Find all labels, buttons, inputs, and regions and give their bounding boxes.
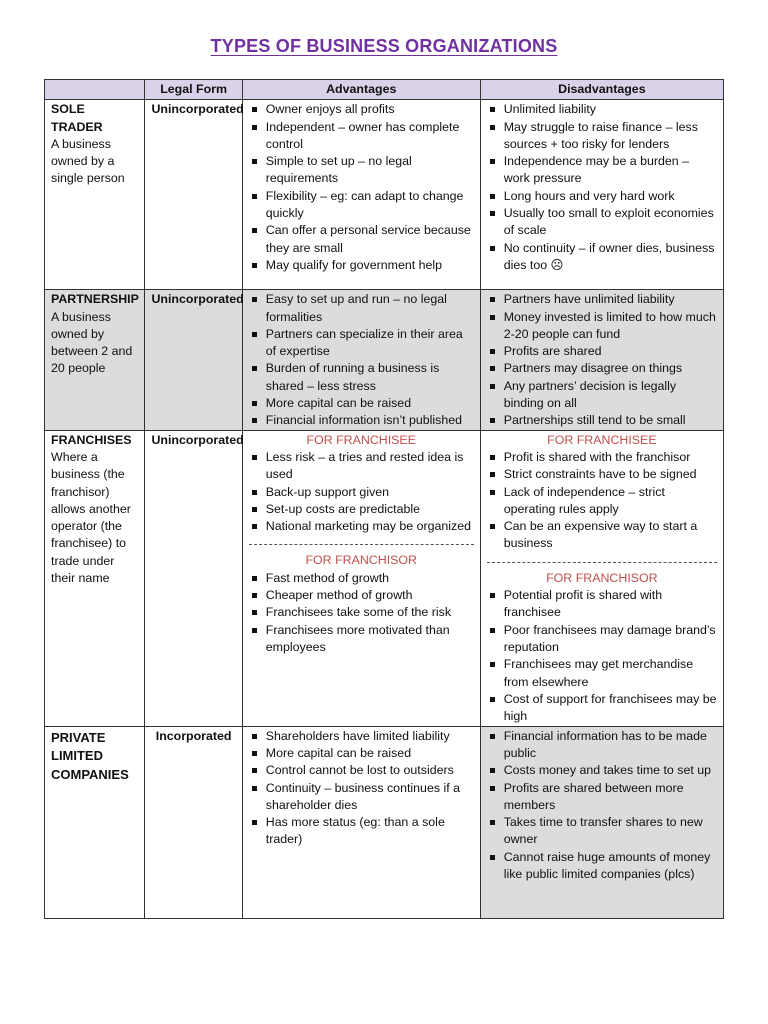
- list-item: Cannot raise huge amounts of money like public limited companies (plcs): [487, 849, 717, 884]
- list-item: Franchisees may get merchandise from elsewhere: [487, 656, 717, 691]
- list-item: National marketing may be organized: [249, 518, 474, 535]
- legal-form-cell: [145, 726, 242, 918]
- franchisee-subheading: FOR FRANCHISEE: [306, 432, 416, 447]
- list-item: Profit is shared with the franchisor: [487, 449, 717, 466]
- disadvantages-cell: [480, 100, 723, 290]
- org-description: A business owned by between 2 and 20 people: [51, 309, 133, 376]
- org-cell: [45, 290, 145, 430]
- disadvantages-list: [487, 728, 717, 884]
- list-item: Flexibility – eg: can adapt to change quickly: [249, 188, 474, 223]
- list-item: May qualify for government help: [249, 257, 474, 274]
- org-description: A business owned by a single person: [51, 136, 125, 186]
- franchisor-disadvantages-list: [487, 587, 717, 725]
- list-item: Profits are shared: [487, 343, 717, 360]
- list-item: No continuity – if owner dies, business dies too ☹: [487, 240, 717, 275]
- advantages-cell: [242, 100, 480, 290]
- disadvantages-list: [487, 101, 717, 274]
- list-item: Cheaper method of growth: [249, 587, 474, 604]
- list-item: Independence may be a burden – work pressure: [487, 153, 717, 188]
- legal-form: Unincorporated: [151, 292, 244, 307]
- franchisee-advantages-list: [249, 449, 474, 535]
- org-cell: [45, 430, 145, 726]
- list-item: Strict constraints have to be signed: [487, 466, 717, 483]
- business-types-table: [44, 79, 724, 919]
- legal-form-cell: [145, 430, 242, 726]
- header-legal-form: Legal Form: [145, 80, 242, 100]
- list-item: Control cannot be lost to outsiders: [249, 762, 474, 779]
- list-item: Financial information isn’t published: [249, 412, 474, 429]
- org-name: FRANCHISES: [51, 432, 132, 447]
- list-item: Has more status (eg: than a sole trader): [249, 814, 474, 849]
- list-item: Partners can specialize in their area of expertise: [249, 326, 474, 361]
- advantages-cell: [242, 726, 480, 918]
- org-description: Where a business (the franchisor) allows another operator (the franchisee) to trade under their name: [51, 449, 131, 586]
- advantages-list: [249, 728, 474, 849]
- list-item: Burden of running a business is shared – less stress: [249, 360, 474, 395]
- table-row-private-limited-companies: [45, 726, 724, 918]
- franchisor-subheading: FOR FRANCHISOR: [305, 553, 417, 568]
- disadvantages-cell: [480, 726, 723, 918]
- list-item: Money invested is limited to how much 2-20 people can fund: [487, 309, 717, 344]
- disadvantages-cell: [480, 430, 723, 726]
- dashed-divider: [487, 562, 717, 563]
- advantages-cell: [242, 430, 480, 726]
- list-item: Partners may disagree on things: [487, 360, 717, 377]
- table-header-row: [45, 80, 724, 100]
- list-item: Can offer a personal service because they are small: [249, 222, 474, 257]
- org-cell: [45, 100, 145, 290]
- list-item: Continuity – business continues if a shareholder dies: [249, 780, 474, 815]
- list-item: Lack of independence – strict operating rules apply: [487, 484, 717, 519]
- list-item: May struggle to raise finance – less sources + too risky for lenders: [487, 119, 717, 154]
- advantages-cell: [242, 290, 480, 430]
- org-name: SOLE TRADER: [51, 102, 103, 134]
- list-item: Usually too small to exploit economies of scale: [487, 205, 717, 240]
- list-item: Franchisees more motivated than employees: [249, 622, 474, 657]
- list-item: Simple to set up – no legal requirements: [249, 153, 474, 188]
- list-item: Partnerships still tend to be small: [487, 412, 717, 429]
- legal-form: Unincorporated: [151, 432, 244, 447]
- list-item: Independent – owner has complete control: [249, 119, 474, 154]
- list-item: Set-up costs are predictable: [249, 501, 474, 518]
- list-item: Franchisees take some of the risk: [249, 604, 474, 621]
- disadvantages-cell: [480, 290, 723, 430]
- list-item: Can be an expensive way to start a business: [487, 518, 717, 553]
- list-item: Financial information has to be made public: [487, 728, 717, 763]
- legal-form: Incorporated: [155, 728, 232, 743]
- org-name: PARTNERSHIP: [51, 292, 139, 307]
- advantages-list: [249, 101, 474, 274]
- list-item: Takes time to transfer shares to new owner: [487, 814, 717, 849]
- disadvantages-list: [487, 291, 717, 429]
- list-item: Long hours and very hard work: [487, 188, 717, 205]
- list-item: Unlimited liability: [487, 101, 717, 118]
- table-row-sole-trader: [45, 100, 724, 290]
- org-cell: [45, 726, 145, 918]
- header-disadvantages: Disadvantages: [480, 80, 723, 100]
- list-item: Less risk – a tries and rested idea is used: [249, 449, 474, 484]
- dashed-divider: [249, 544, 474, 545]
- franchisor-advantages-list: [249, 570, 474, 656]
- legal-form: Unincorporated: [151, 102, 244, 117]
- list-item: Fast method of growth: [249, 570, 474, 587]
- franchisee-subheading: FOR FRANCHISEE: [547, 432, 657, 447]
- list-item: More capital can be raised: [249, 395, 474, 412]
- franchisee-disadvantages-list: [487, 449, 717, 553]
- advantages-list: [249, 291, 474, 429]
- header-advantages: Advantages: [242, 80, 480, 100]
- list-item: Cost of support for franchisees may be high: [487, 691, 717, 726]
- franchisor-subheading: FOR FRANCHISOR: [546, 570, 658, 585]
- legal-form-cell: [145, 290, 242, 430]
- list-item: Profits are shared between more members: [487, 780, 717, 815]
- page-title: TYPES OF BUSINESS ORGANIZATIONS: [210, 36, 558, 56]
- list-item: Potential profit is shared with franchisee: [487, 587, 717, 622]
- list-item: Partners have unlimited liability: [487, 291, 717, 308]
- legal-form-cell: [145, 100, 242, 290]
- list-item: More capital can be raised: [249, 745, 474, 762]
- list-item: Poor franchisees may damage brand’s reputation: [487, 622, 717, 657]
- header-type: [45, 80, 145, 100]
- table-row-franchises: [45, 430, 724, 726]
- list-item: Easy to set up and run – no legal formalities: [249, 291, 474, 326]
- list-item: Any partners’ decision is legally binding on all: [487, 378, 717, 413]
- list-item: Shareholders have limited liability: [249, 728, 474, 745]
- table-row-partnership: [45, 290, 724, 430]
- list-item: Back-up support given: [249, 484, 474, 501]
- org-name: PRIVATE LIMITED COMPANIES: [51, 729, 129, 782]
- list-item: Owner enjoys all profits: [249, 101, 474, 118]
- list-item: Costs money and takes time to set up: [487, 762, 717, 779]
